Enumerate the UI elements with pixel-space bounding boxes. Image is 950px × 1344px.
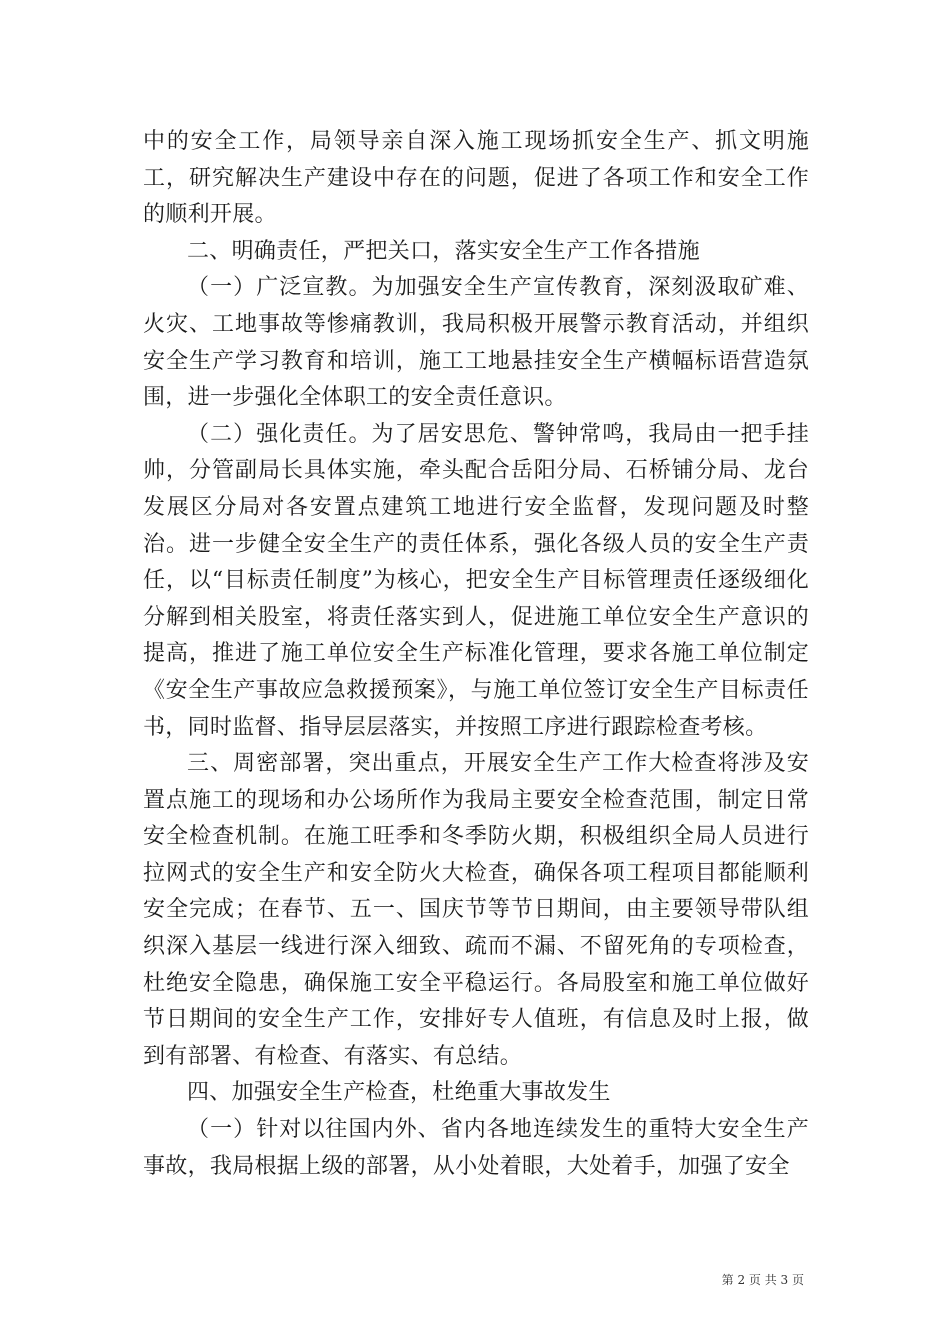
- page-footer: 第 2 页 共 3 页: [721, 1273, 804, 1287]
- paragraph-continuation: 中的安全工作，局领导亲自深入施工现场抓安全生产、抓文明施工，研究解决生产建设中存在的问题，促进了各项工作和安全工作的顺利开展。: [143, 129, 809, 228]
- section-heading-2: 二、明确责任，严把关口，落实安全生产工作各措施: [187, 238, 700, 264]
- section-heading-4: 四、加强安全生产检查，杜绝重大事故发生: [187, 1080, 611, 1106]
- paragraph-inspection: （一）针对以往国内外、省内各地连续发生的重特大安全生产事故，我局根据上级的部署，从小处着眼，大处着手，加强了安全: [143, 1117, 809, 1179]
- section-heading-3: 三、周密部署，突出重点，开展安全生产工作大检查将涉及安置点施工的现场和办公场所作为我局主要安全检查范围，制定日常安全检查机制。在施工旺季和冬季防火期，积极组织全局人员进行拉网式的安全生产和安全防火大检查，确保各项工程项目都能顺利安全完成；在春节、五一、国庆节等节日期间，由主要领导带队组织深入基层一线进行深入细致、疏而不漏、不留死角的专项检查，杜绝安全隐患，确保施工安全平稳运行。各局股室和施工单位做好节日期间的安全生产工作，安排好专人值班，有信息及时上报，做到有部署、有检查、有落实、有总结。: [143, 751, 809, 1069]
- paragraph-responsibility: （二）强化责任。为了居安思危、警钟常鸣，我局由一把手挂帅，分管副局长具体实施，牵头配合岳阳分局、石桥铺分局、龙台发展区分局对各安置点建筑工地进行安全监督，发现问题及时整治。进一步健全安全生产的责任体系，强化各级人员的安全生产责任，以“目标责任制度”为核心，把安全生产目标管理责任逐级细化分解到相关股室，将责任落实到人，促进施工单位安全生产意识的提高，推进了施工单位安全生产标准化管理，要求各施工单位制定《安全生产事故应急救援预案》，与施工单位签订安全生产目标责任书，同时监督、指导层层落实，并按照工序进行跟踪检查考核。: [143, 421, 809, 740]
- paragraph-publicity: （一）广泛宣教。为加强安全生产宣传教育，深刻汲取矿难、火灾、工地事故等惨痛教训，我局积极开展警示教育活动，并组织安全生产学习教育和培训，施工工地悬挂安全生产横幅标语营造氛围，进一步强化全体职工的安全责任意识。: [143, 275, 809, 411]
- document-body: [143, 124, 809, 1185]
